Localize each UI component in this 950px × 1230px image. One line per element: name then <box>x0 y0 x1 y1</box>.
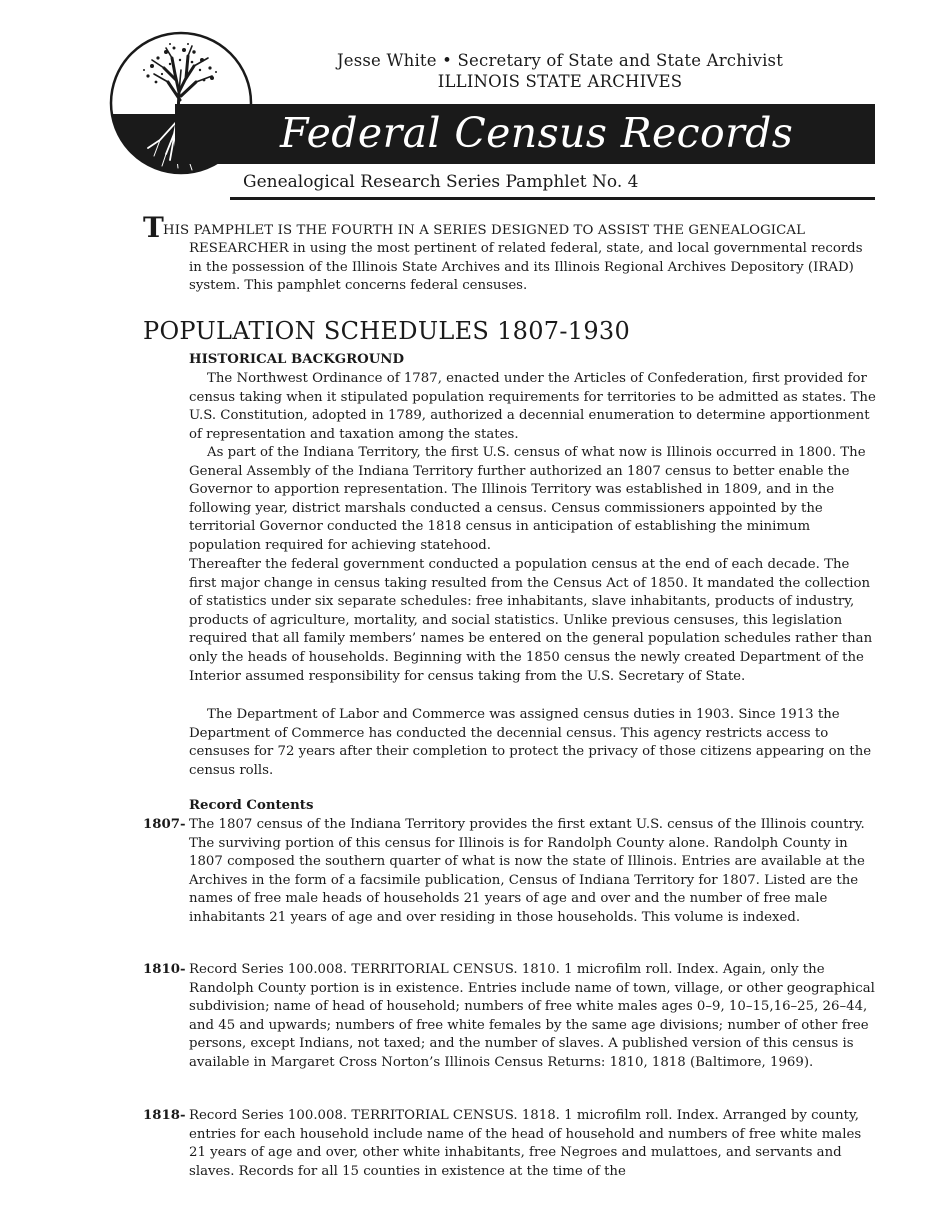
historical-background-heading: HISTORICAL BACKGROUND <box>189 352 404 367</box>
record-contents-heading: Record Contents <box>189 798 314 813</box>
issuer-line-archives: ILLINOIS STATE ARCHIVES <box>437 72 683 91</box>
background-paragraph: Thereafter the federal government conducted a population census at the end of each decade. The first major change in census taking resulted from the Census Act of 1850. It mandated the collection of statistics under six separate schedules: free inhabitants, slave inhabitants, products of industry, products of agriculture, mortality, and social statistics. Unlike previous censuses, this legislation required that all family members’ names be entered on the general population schedules rather than only the heads of households. Beginning with the 1850 census the newly created Department of the Interior assumed responsibility for census taking from the U.S. Secretary of State. <box>189 557 873 684</box>
record-year-1810: 1810- <box>143 962 186 977</box>
subtitle-rule <box>230 197 875 200</box>
intro-dropcap: T <box>143 211 164 244</box>
series-subtitle: Genealogical Research Series Pamphlet No. 4 <box>243 172 639 192</box>
issuer-block <box>300 50 820 92</box>
issuer-line-secretary: Jesse White • Secretary of State and State Archivist <box>336 51 784 70</box>
record-entry-1818: Record Series 100.008. TERRITORIAL CENSUS. 1818. 1 microfilm roll. Index. Arranged by county, entries for each household include name of the head of household and numbers of free white males 21 years of age and over, other white inhabitants, free Negroes and mulattoes, and servants and slaves. Records for all 15 counties in existence at the time of the <box>189 1108 862 1179</box>
background-paragraph: The Northwest Ordinance of 1787, enacted under the Articles of Confederation, first provided for census taking when it stipulated population requirements for territories to be admitted as states. The U.S. Constitution, adopted in 1789, authorized a decennial enumeration to determine apportionment of representation and taxation among the states. <box>189 371 876 442</box>
section-heading: POPULATION SCHEDULES 1807-1930 <box>143 317 631 345</box>
record-entry-1807: The 1807 census of the Indiana Territory provides the first extant U.S. census of the Illinois country. The surviving portion of this census for Illinois is for Randolph County alone. Randolph County in 1807 composed the southern quarter of what is now the state of Illinois. Entries are available at the Archives in the form of a facsimile publication, Census of Indiana Territory for 1807. Listed are the names of free male heads of households 21 years of age and over and the number of free male inhabitants 21 years of age and over residing in those households. This volume is indexed. <box>189 817 865 925</box>
record-entry-1810: Record Series 100.008. TERRITORIAL CENSUS. 1810. 1 microfilm roll. Index. Again, only the Randolph County portion is in existence. Entries include name of town, village, or other geographical subdivision; name of head of household; numbers of free white males ages 0–9, 10–15,16–25, 26–44, and 45 and upwards; numbers of free white females by the same age divisions; number of other free persons, except Indians, not taxed; and the number of slaves. A published version of this census is available in Margaret Cross Norton’s Illinois Census Returns: 1810, 1818 (Baltimore, 1969). <box>189 962 875 1070</box>
record-year-1818: 1818- <box>143 1108 186 1123</box>
background-paragraph: The Department of Labor and Commerce was assigned census duties in 1903. Since 1913 the Department of Commerce has conducted the decennial census. This agency restricts access to censuses for 72 years after their completion to protect the privacy of those citizens appearing on the census rolls. <box>189 707 872 778</box>
background-paragraph: As part of the Indiana Territory, the first U.S. census of what now is Illinois occurred in 1800. The General Assembly of the Indiana Territory further authorized an 1807 census to better enable the Governor to apportion representation. The Illinois Territory was established in 1809, and in the following year, district marshals conducted a census. Census commissioners appointed by the territorial Governor conducted the 1818 census in anticipation of establishing the minimum population required for achieving statehood. <box>189 445 866 553</box>
record-year-1807: 1807- <box>143 817 186 832</box>
document-title: Federal Census Records <box>280 109 794 157</box>
intro-first-line: HIS PAMPHLET IS THE FOURTH IN A SERIES DESIGNED TO ASSIST THE GENEALOGICAL <box>163 223 806 238</box>
intro-paragraph: RESEARCHER in using the most pertinent of related federal, state, and local governmental records in the possession of the Illinois State Archives and its Illinois Regional Archives Depository (IRAD) system. This pamphlet concerns federal censuses. <box>189 241 863 293</box>
